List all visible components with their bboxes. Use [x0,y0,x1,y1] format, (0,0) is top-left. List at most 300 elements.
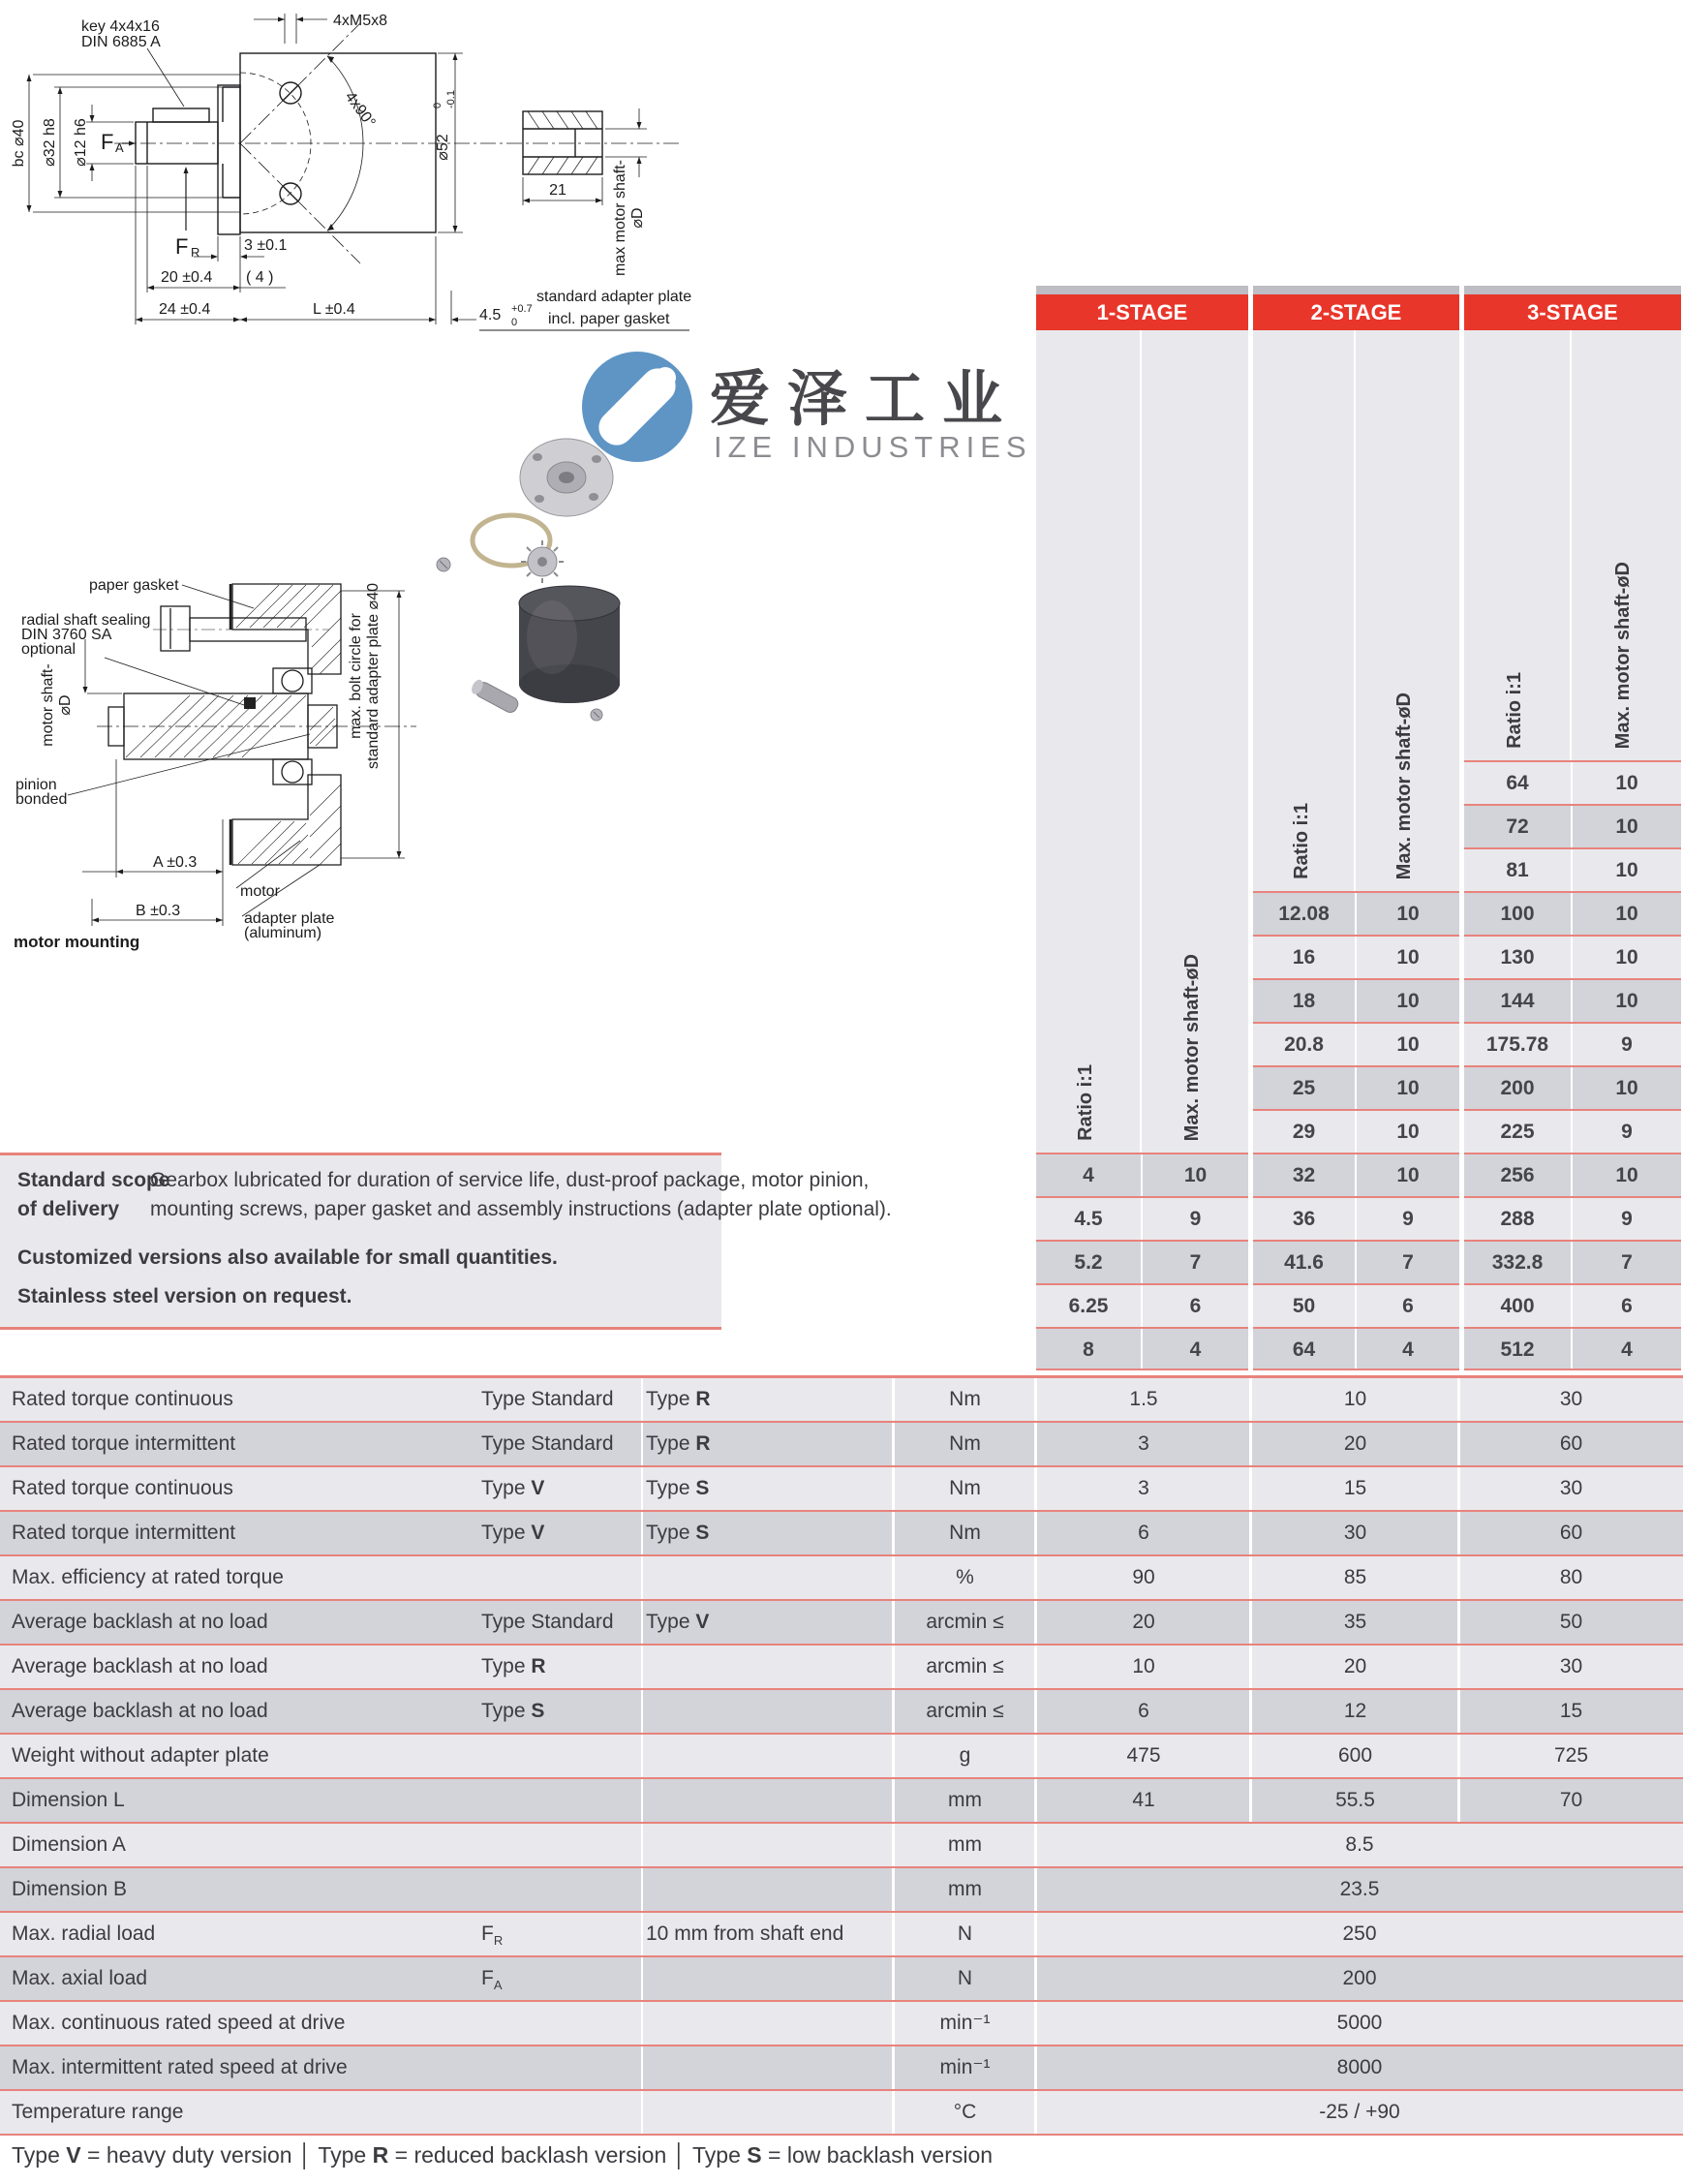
spec-label: Max. radial load [12,1923,156,1945]
ratio-value: 4.5 [1074,1207,1103,1230]
cell-separator [641,1735,643,1777]
dim-label: bc ⌀40 [11,119,27,168]
shaft-diameter-value: 10 [1571,849,1681,891]
dim-label: ⌀32 h8 [42,118,58,167]
shaft-diameter-value: 4 [1141,1329,1248,1370]
ize-logo-icon [573,345,701,473]
cell-separator [1249,1556,1252,1599]
dim-label: DIN 3760 SA [21,627,112,643]
shaft-diameter-value: 9 [1571,1198,1681,1240]
column-separator [1354,330,1356,891]
spec-type-1 [481,2046,636,2089]
cell-separator [1249,1467,1252,1510]
stage-row [1253,1240,1459,1283]
spec-type-1 [481,1868,636,1911]
shaft-diameter-value: 10 [1571,893,1681,935]
stage-row [1036,1153,1248,1196]
spec-value-all-stages: -25 / +90 [1319,2101,1400,2123]
radial-force-label: F [175,234,189,259]
dim-tol: +0.7 [511,303,533,315]
ratio-value: 41.6 [1284,1250,1324,1274]
spec-value-stage-3: 70 [1559,1789,1583,1811]
cell-separator [1249,1646,1252,1688]
dim-label: B ±0.3 [136,903,181,919]
stage-row [1253,978,1459,1022]
dim-label: 4.5 [479,307,502,323]
ratio-value: 100 [1500,902,1535,925]
shaft-diameter-value: 9 [1571,1024,1681,1065]
cell-separator [641,1913,643,1955]
cell-separator [1457,1646,1460,1688]
scope-of-delivery-box [0,1153,892,1330]
spec-row [0,1467,1683,1512]
cell-separator [892,1601,895,1644]
spec-type-2 [646,1868,888,1911]
spec-type-2 [646,1690,888,1733]
spec-value-stage-2: 10 [1343,1388,1367,1410]
scope-label-line2: of delivery [17,1198,120,1220]
scope-body-line2: mounting screws, paper gasket and assembly instructions (adapter plate optional). [150,1198,892,1220]
spec-type-1: $F_R$ [481,1923,504,1949]
spec-label: Temperature range [12,2101,184,2123]
spec-unit: N [957,1967,973,1989]
dim-label: adapter plate [244,910,335,927]
spec-type-2 [646,1779,888,1822]
stage-label-zone [1253,330,1459,891]
ratio-value: 5.2 [1074,1250,1103,1274]
cell-separator [892,1913,895,1955]
ratio-value: 36 [1292,1207,1316,1230]
spec-type-2 [646,2046,888,2089]
dim-label: max motor shaft- [612,159,628,277]
dim-label: ⌀52 [435,134,451,161]
cell-separator [1457,1735,1460,1777]
cell-separator [641,1646,643,1688]
spec-label: Rated torque intermittent [12,1522,236,1544]
cell-separator [1249,1735,1252,1777]
dim-label: L ±0.4 [313,301,355,318]
spec-type-1: $F_A$ [481,1967,503,1993]
spec-label: Average backlash at no load [12,1611,268,1633]
spec-value-stage-1: 3 [1138,1432,1149,1455]
axial-force-sub: A [115,140,124,155]
shaft-diameter-value: 7 [1141,1242,1248,1283]
cell-separator [641,1601,643,1644]
cell-separator [641,1378,643,1421]
spec-unit: arcmin ≤ [926,1700,1004,1722]
cell-separator [892,1957,895,2000]
stage-row [1464,847,1681,891]
stage-row [1253,1065,1459,1109]
dim-tol: -0.1 [445,90,457,108]
shaft-diameter-value: 10 [1355,1024,1459,1065]
motor-mounting-drawing [0,385,455,981]
dim-label: incl. paper gasket [548,311,670,327]
spec-type-1 [481,1735,636,1777]
spec-value-stage-1: 41 [1132,1789,1155,1811]
shaft-diameter-value: 10 [1571,980,1681,1022]
stage-row [1464,1327,1681,1370]
spec-value-stage-1: 6 [1138,1700,1149,1722]
stage-row [1464,1065,1681,1109]
shaft-diameter-value: 6 [1141,1285,1248,1327]
dim-label: 4xM5x8 [333,13,388,29]
stage-header: 2-STAGE [1253,294,1459,330]
cell-separator [1457,1556,1460,1599]
cell-separator [641,1467,643,1510]
dim-label: DIN 6885 A [81,34,161,50]
spec-type-1 [481,2091,636,2134]
spec-type-2 [646,2091,888,2134]
ratio-value: 256 [1500,1163,1535,1186]
spec-type-1: Type Standard [481,1388,614,1410]
stage-header: 1-STAGE [1036,294,1248,330]
shaft-diameter-value: 9 [1141,1198,1248,1240]
shaft-diameter-value: 10 [1571,762,1681,804]
spec-type-2 [646,1646,888,1688]
dim-label: radial shaft sealing [21,612,151,629]
cell-separator [1457,1423,1460,1465]
ratio-value: 4 [1083,1163,1094,1186]
stage-row [1464,1196,1681,1240]
spec-value-all-stages: 8000 [1336,2056,1383,2078]
spec-value-stage-3: 60 [1559,1522,1583,1544]
shaft-diameter-value: 9 [1355,1198,1459,1240]
stage-group [1253,286,1459,1370]
spec-label: Rated torque continuous [12,1388,233,1410]
gearbox-dimension-drawing [0,0,717,351]
spec-row [0,1779,1683,1824]
cell-separator [641,2091,643,2134]
ratio-value: 288 [1500,1207,1535,1230]
stage-row [1036,1240,1248,1283]
ratio-value: 64 [1506,771,1529,794]
stage-row [1036,1283,1248,1327]
dim-label: ⌀12 h6 [73,118,89,167]
cell-separator [1249,1690,1252,1733]
spec-row [0,1868,1683,1913]
spec-value-all-stages: 23.5 [1339,1878,1380,1900]
dim-label: ( 4 ) [246,269,274,286]
type-legend-footer: Type V = heavy duty version │ Type R = reduced backlash version │ Type S = low backlash version [12,2142,994,2168]
cell-separator [892,1824,895,1866]
stage-row [1253,935,1459,978]
shaft-diameter-value: 10 [1355,937,1459,978]
cell-separator [641,1868,643,1911]
spec-value-stage-2: 12 [1343,1700,1367,1722]
dim-label: ⌀D [57,694,74,716]
stage-row [1036,1196,1248,1240]
spec-row [0,2046,1683,2091]
cell-separator [641,1423,643,1465]
cell-separator [1457,1601,1460,1644]
spec-type-1: Type V [481,1477,545,1499]
dim-tol: 0 [511,317,518,328]
shaft-column-label: Max. motor shaft-øD [1612,561,1634,749]
spec-value-stage-3: 50 [1559,1611,1583,1633]
spec-value-stage-2: 85 [1343,1566,1367,1588]
spec-type-1 [481,2002,636,2045]
stage-row [1464,891,1681,935]
spec-value-stage-2: 55.5 [1335,1789,1375,1811]
stage-row [1253,1153,1459,1196]
spec-type-2: Type S [646,1522,710,1544]
stage-row [1253,891,1459,935]
dim-label: 4x90° [341,88,379,131]
spec-type-1 [481,1779,636,1822]
dim-tol: 0 [432,102,444,108]
spec-value-stage-1: 90 [1132,1566,1155,1588]
shaft-diameter-value: 7 [1355,1242,1459,1283]
spec-unit: Nm [949,1477,981,1499]
ratio-value: 400 [1500,1294,1535,1317]
dim-label: standard adapter plate [536,289,692,305]
cell-separator [1457,1512,1460,1554]
ratio-value: 81 [1506,858,1529,881]
ratio-value: 29 [1292,1120,1316,1143]
radial-seal-mark [244,697,256,709]
shaft-column-label: Max. motor shaft-øD [1180,953,1203,1141]
dim-label: ⌀D [629,207,646,229]
spec-label: Dimension L [12,1789,125,1811]
spec-value-stage-2: 35 [1343,1611,1367,1633]
spec-value-stage-1: 475 [1126,1744,1161,1767]
cell-separator [641,2002,643,2045]
spec-row [0,2002,1683,2046]
cell-separator [1249,1378,1252,1421]
stage-row [1464,1283,1681,1327]
table-top-strip [1253,286,1459,294]
spec-unit: mm [948,1833,982,1856]
spec-value-stage-2: 15 [1343,1477,1367,1499]
dim-label: motor shaft- [40,663,56,747]
table-bottom-border [1253,1369,1459,1370]
spec-label: Max. intermittent rated speed at drive [12,2056,348,2078]
ratio-value: 332.8 [1491,1250,1544,1274]
cell-separator [641,1957,643,2000]
spec-type-2: Type R [646,1432,711,1455]
ratio-column-label: Ratio i:1 [1075,1064,1096,1141]
cell-separator [892,1735,895,1777]
stage-label-zone [1464,330,1681,760]
dim-label: motor [240,883,280,900]
cell-separator [641,1779,643,1822]
ratio-value: 175.78 [1485,1032,1549,1056]
spec-type-2 [646,1957,888,2000]
spec-row [0,1556,1683,1601]
spec-type-1: Type Standard [481,1432,614,1455]
column-separator [1570,330,1572,760]
cell-separator [892,2046,895,2089]
cell-separator [892,1378,895,1421]
shaft-column-label: Max. motor shaft-øD [1393,692,1415,879]
column-separator [1140,330,1142,1153]
table-top-strip [1036,286,1248,294]
dim-label: bonded [15,791,68,808]
spec-type-1: Type S [481,1700,545,1722]
spec-type-2: Type S [646,1477,710,1499]
cell-separator [892,1423,895,1465]
spec-unit: min⁻¹ [939,2012,991,2034]
stage-group [1036,286,1248,1370]
shaft-diameter-value: 10 [1571,1154,1681,1196]
watermark-latin-text: IZE INDUSTRIES [714,430,1032,464]
spec-type-2: 10 mm from shaft end [646,1923,844,1945]
dim-label: paper gasket [89,577,179,594]
stage-label-zone [1036,330,1248,1153]
ratio-column-label: Ratio i:1 [1504,672,1525,749]
spec-label: Max. axial load [12,1967,148,1989]
spec-label: Dimension A [12,1833,126,1856]
ratio-column-label: Ratio i:1 [1290,803,1312,879]
spec-unit: arcmin ≤ [926,1611,1004,1633]
spec-value-stage-1: 1.5 [1129,1388,1158,1410]
ratio-value: 130 [1500,945,1535,969]
spec-row [0,1646,1683,1690]
shaft-diameter-value: 4 [1571,1329,1681,1370]
table-top-strip [1464,286,1681,294]
spec-unit: mm [948,1878,982,1900]
shaft-diameter-value: 10 [1355,980,1459,1022]
spec-label: Max. continuous rated speed at drive [12,2012,346,2034]
cell-separator [892,1556,895,1599]
spec-unit: mm [948,1789,982,1811]
dim-label: 20 ±0.4 [161,269,213,286]
spec-row [0,1601,1683,1646]
cell-separator [892,2002,895,2045]
shaft-diameter-value: 9 [1571,1111,1681,1153]
dim-label: A ±0.3 [153,854,198,871]
ratio-value: 72 [1506,815,1529,838]
stage-row [1464,1240,1681,1283]
spec-value-stage-2: 20 [1343,1432,1367,1455]
spec-value-stage-3: 30 [1559,1655,1583,1677]
shaft-diameter-value: 10 [1571,1067,1681,1109]
ratio-value: 144 [1500,989,1535,1012]
spec-label: Rated torque continuous [12,1477,233,1499]
spec-unit: °C [953,2101,977,2123]
spec-unit: % [956,1566,974,1588]
ratio-value: 200 [1500,1076,1535,1099]
spec-row [0,1957,1683,2002]
spec-row [0,1913,1683,1957]
dim-label: standard adapter plate ⌀40 [365,583,382,769]
stage-header: 3-STAGE [1464,294,1681,330]
spec-type-1: Type R [481,1655,546,1677]
shaft-diameter-value: 10 [1141,1154,1248,1196]
spec-row [0,1690,1683,1735]
spec-type-2 [646,1824,888,1866]
spec-unit: g [959,1744,971,1767]
ratio-value: 64 [1292,1338,1316,1361]
shaft-diameter-value: 6 [1355,1285,1459,1327]
spec-label: Rated torque intermittent [12,1432,236,1455]
spec-value-stage-3: 80 [1559,1566,1583,1588]
spec-type-1 [481,1556,636,1599]
shaft-diameter-value: 10 [1571,937,1681,978]
spec-type-2 [646,1735,888,1777]
spec-type-1 [481,1824,636,1866]
stage-row [1464,804,1681,847]
spec-row [0,1378,1683,1423]
spec-type-2 [646,2002,888,2045]
spec-row [0,1512,1683,1556]
spec-unit: Nm [949,1522,981,1544]
spec-value-stage-3: 725 [1553,1744,1589,1767]
shaft-diameter-value: 10 [1355,893,1459,935]
cell-separator [1457,1690,1460,1733]
cell-separator [1249,1779,1252,1822]
cell-separator [892,1868,895,1911]
spec-value-all-stages: 200 [1342,1967,1377,1989]
cell-separator [1249,1423,1252,1465]
radial-force-sub: R [191,245,200,260]
shaft-diameter-value: 4 [1355,1329,1459,1370]
stage-row [1464,1153,1681,1196]
spec-label: Average backlash at no load [12,1655,268,1677]
spec-row [0,1423,1683,1467]
spec-row [0,1824,1683,1868]
cell-separator [1457,1378,1460,1421]
stage-row [1253,1196,1459,1240]
cell-separator [1457,1467,1460,1510]
stage-row [1464,760,1681,804]
cell-separator [1249,1601,1252,1644]
ratio-value: 12.08 [1278,902,1330,925]
specification-table [0,1375,1683,2136]
ratio-value: 512 [1500,1338,1535,1361]
spec-value-all-stages: 250 [1342,1923,1377,1945]
spec-label: Weight without adapter plate [12,1744,269,1767]
dim-label: max. bolt circle for [348,613,364,739]
cell-separator [892,1690,895,1733]
spec-unit: Nm [949,1388,981,1410]
ratio-value: 18 [1292,989,1316,1012]
spec-value-stage-2: 30 [1343,1522,1367,1544]
spec-unit: min⁻¹ [939,2056,991,2078]
stage-ratio-table [1036,286,1681,1370]
ratio-value: 225 [1500,1120,1535,1143]
table-bottom-border [1464,1369,1681,1370]
ratio-value: 50 [1292,1294,1316,1317]
cell-separator [1249,1512,1252,1554]
spec-value-stage-3: 60 [1559,1432,1583,1455]
spec-value-all-stages: 5000 [1336,2012,1383,2034]
cell-separator [641,1824,643,1866]
cell-separator [1457,1779,1460,1822]
shaft-diameter-value: 10 [1571,806,1681,847]
dim-label: key 4x4x16 [81,18,160,35]
spec-type-1: Type V [481,1522,545,1544]
ratio-value: 6.25 [1068,1294,1109,1317]
stage-row [1464,935,1681,978]
ratio-value: 20.8 [1284,1032,1324,1056]
spec-label: Max. efficiency at rated torque [12,1566,284,1588]
dim-label: 3 ±0.1 [244,237,288,254]
shaft-diameter-value: 10 [1355,1067,1459,1109]
dim-label: (aluminum) [244,925,322,941]
cell-separator [641,2046,643,2089]
spec-row [0,2091,1683,2136]
cell-separator [892,1467,895,1510]
spec-value-stage-2: 600 [1337,1744,1373,1767]
stage-row [1253,1109,1459,1153]
ratio-value: 32 [1292,1163,1316,1186]
scope-note-customized: Customized versions also available for small quantities. [17,1246,558,1269]
spec-label: Dimension B [12,1878,128,1900]
spec-value-stage-1: 6 [1138,1522,1149,1544]
dim-label: 24 ±0.4 [159,301,211,318]
